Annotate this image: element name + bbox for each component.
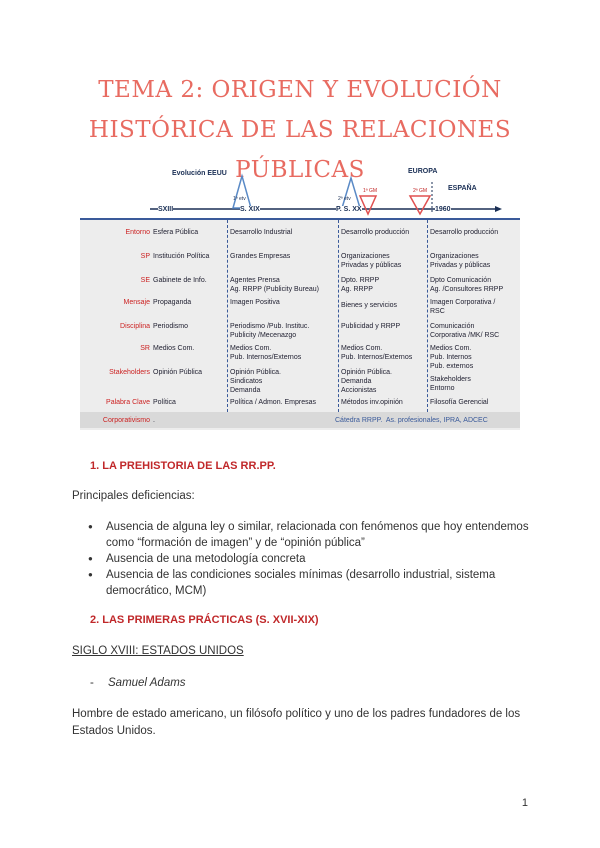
list-item: ● Ausencia de alguna ley o similar, relacionada con fenómenos que hoy entendemos como “formación de imagen” y de “opinión pública” [82,519,532,551]
table-cell: Medios Com. Pub. Internos/Externos [341,345,413,361]
table-row [80,276,520,296]
table-cell: Comunicación Corporativa /MK/ RSC [430,323,500,339]
table-cell: Bienes y servicios [341,302,398,309]
table-cell: Organizaciones Privadas y públicas [341,253,402,269]
table-cell: Periodismo [153,323,189,330]
table-cell: Opinión Pública. Sindicatos Demanda [230,369,281,394]
table-cell: Imagen Positiva [230,299,280,306]
row-label: SE [140,277,150,284]
deficiencies-list [82,519,532,599]
table-cell: Desarrollo producción [430,229,499,236]
table-cell: Medios Com. Pub. Internos/Externos [230,345,302,361]
row-label: Corporativismo [102,417,150,424]
timeline-espana-label: ESPAÑA [448,185,477,192]
table-cell: Medios Com. [153,345,195,352]
table-cell: Agentes Prensa Ag. RRPP (Publicity Bureau) [230,277,319,293]
timeline-figure [80,158,520,218]
table-cell: Política [153,399,176,406]
timeline-evolucion-label: Evolución EEUU [172,170,227,177]
timeline-marker-3: 1ª GM [363,188,378,194]
row-label: Stakeholders [109,369,150,376]
row-label: Entorno [125,229,150,236]
timeline-sxix: S. XIX [240,206,260,213]
table-cell: Medios Com. Pub. Internos Pub. externos [430,345,474,370]
table-cell: Organizaciones Privadas y públicas [430,253,491,269]
table-row [80,228,520,248]
comparison-table [80,218,520,430]
row-label: SP [140,253,150,260]
table-cell: Institución Política [153,253,210,260]
table-cell: Periodismo /Pub. Instituc. Publicity /Mecenazgo [230,323,310,339]
table-row [80,252,520,272]
table-row [80,322,520,342]
table-cell: Dpto. RRPP Ag. RRPP [341,277,380,293]
table-cell: Grandes Empresas [230,253,291,260]
timeline-psxx: P. S. XX [336,206,362,213]
table-cell: Filosofía Gerencial [430,399,489,406]
person-name: Samuel Adams [108,677,186,689]
table-cell: Imagen Corporativa / RSC [430,299,496,315]
timeline-1960: 1960 [435,206,451,213]
table-cell: . [153,417,155,424]
table-cell: Métodos inv.opinión [341,399,403,406]
list-item: ● Ausencia de las condiciones sociales mínimas (desarrollo industrial, sistema democrático, MCM) [82,567,532,599]
table-row [80,298,520,318]
table-cell: Opinión Pública [153,369,203,376]
timeline-europa-label: EUROPA [408,168,438,175]
table-cell: Cátedra RRPP. As. profesionales, IPRA, ADCEC [335,417,488,424]
dash-marker: - [90,677,94,689]
timeline-marker-1: 1ª etv [233,196,246,202]
list-item: ● Ausencia de una metodología concreta [82,551,532,567]
section-heading-primeras-practicas: 2. LAS PRIMERAS PRÁCTICAS (S. XVII-XIX) [90,614,319,626]
row-label: SR [140,345,150,352]
corporativismo-row [80,412,520,428]
subheading-siglo-xviii: SIGLO XVIII: ESTADOS UNIDOS [72,645,244,657]
table-cell: Desarrollo producción [341,229,410,236]
timeline-marker-4: 2ª GM [413,188,428,194]
table-cell: Opinión Pública. Demanda Accionistas [341,369,392,394]
table-cell: Stakeholders Entorno [430,376,471,392]
table-cell: Gabinete de Info. [153,277,207,284]
row-label: Mensaje [123,299,150,306]
table-cell: Esfera Pública [153,229,199,236]
person-description: Hombre de estado americano, un filósofo político y uno de los padres fundadores de los Estados Unidos. [72,708,521,737]
table-row [80,344,520,370]
table-cell: Política / Admon. Empresas [230,399,316,406]
table-row [80,368,520,394]
table-cell: Dpto Comunicación Ag. /Consultores RRPP [430,277,504,293]
timeline-sxiii: SXIII [158,206,174,213]
page-number: 1 [521,797,528,809]
row-label: Palabra Clave [106,399,150,406]
timeline-marker-2: 2ª etv [338,196,351,202]
page-title: TEMA 2: ORIGEN Y EVOLUCIÓN HISTÓRICA DE LAS RELACIONES PÚBLICAS [88,77,512,183]
table-cell: Publicidad y RRPP [341,323,401,330]
intro-text: Principales deficiencias: [72,490,195,502]
section-heading-prehistoria: 1. LA PREHISTORIA DE LAS RR.PP. [90,460,276,472]
table-cell: Propaganda [153,299,192,306]
row-label: Disciplina [120,323,150,330]
table-cell: Desarrollo Industrial [230,229,293,236]
